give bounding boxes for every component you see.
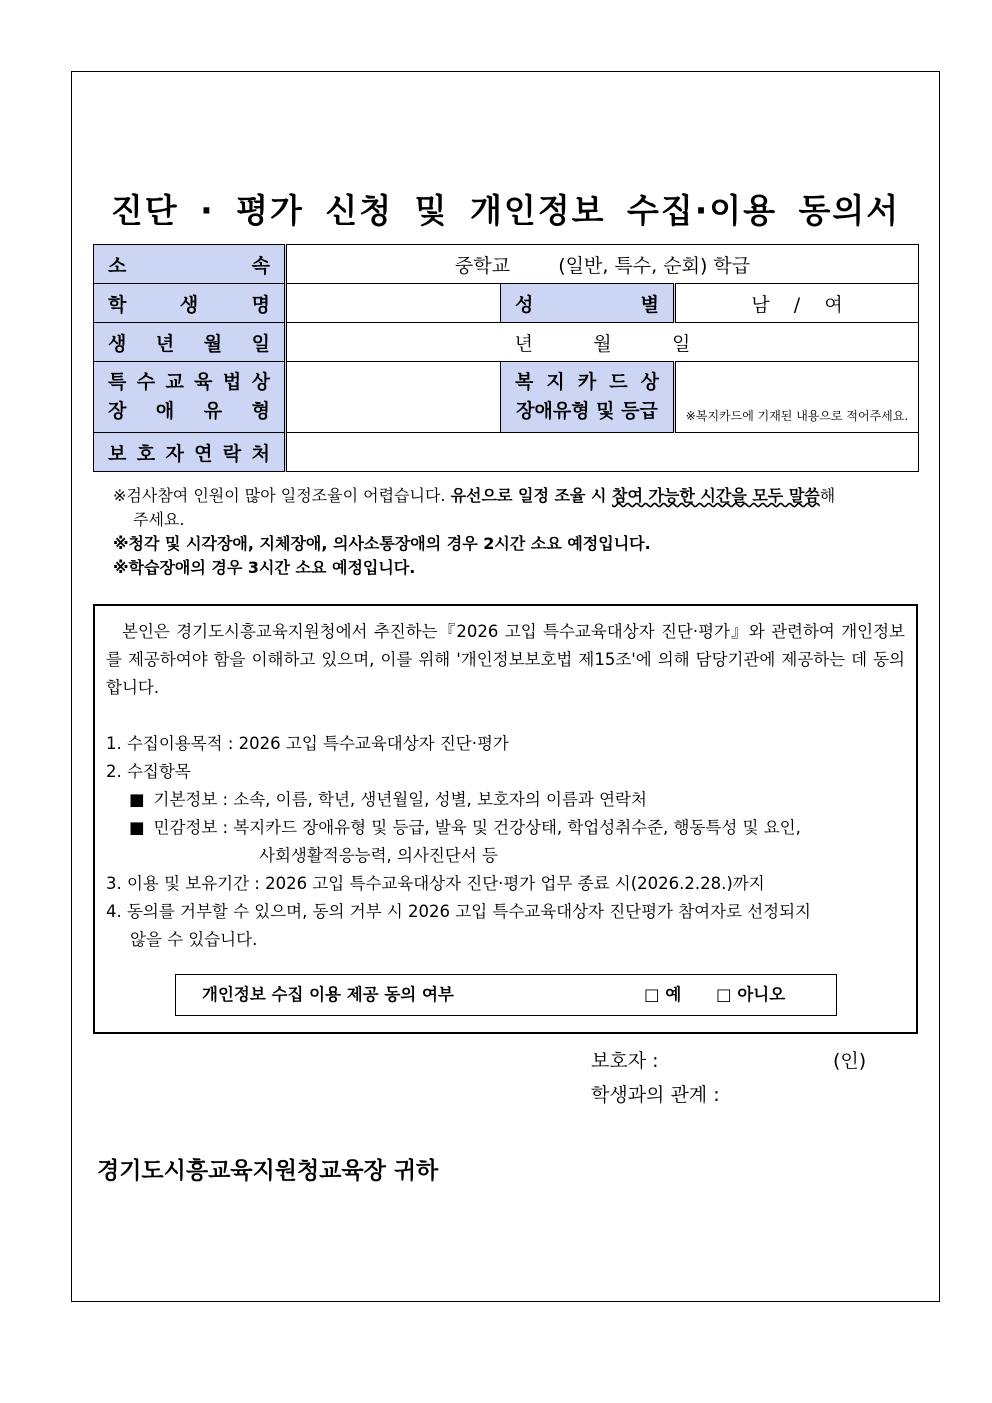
birth-label-char-3: 월 [203, 332, 223, 355]
relation-label: 학생과의 관계 : [591, 1084, 720, 1106]
birth-label-char-1: 생 [108, 332, 127, 355]
applicant-info-table [93, 244, 919, 472]
welfare-char-4: 드 [609, 371, 628, 393]
birth-field[interactable]: 년 월 일 [286, 323, 919, 362]
affiliation-label [94, 245, 286, 284]
gender-label [501, 284, 675, 323]
birth-label-text [94, 329, 284, 356]
guardian-contact-label-text [94, 439, 284, 466]
special-ed-char-4: 육 [194, 371, 213, 393]
welfare-note: ※복지카드에 기재된 내용으로 적어주세요. [685, 408, 909, 423]
guardian-contact-char-2: 호 [136, 442, 156, 465]
consent-item-2-basic [106, 786, 905, 814]
welfare-label-line-2: 장애유형 및 등급 [516, 400, 658, 422]
student-name-label-char-1: 학 [108, 293, 127, 316]
welfare-char-5: 상 [640, 371, 659, 393]
consent-item-2: 2. 수집항목 [106, 762, 191, 781]
consent-item-2-sensitive-text: 민감정보 : 복지카드 장애유형 및 등급, 발육 및 건강상태, 학업성취수준, 행동특성 및 요인, [153, 818, 801, 837]
consent-intro: 본인은 경기도시흥교육지원청에서 추진하는『2026 고입 특수교육대상자 진단·평가』와 관련하여 개인정보를 제공하여야 함을 이해하고 있으며, 이를 위해 '개인정보보호법 제15조'에 의해 담당기관에 제공하는 데 동의합니다. [106, 622, 905, 697]
special-ed-char-10: 형 [251, 400, 270, 422]
note-2: ※청각 및 시각장애, 지체장애, 의사소통장애의 경우 2시간 소요 예정입니다. [113, 534, 651, 553]
schedule-notes [113, 484, 938, 580]
student-name-label [94, 284, 286, 323]
special-ed-char-6: 상 [251, 371, 270, 393]
guardian-contact-char-4: 연 [194, 442, 213, 465]
welfare-label [501, 362, 675, 433]
note-1-part-b: 유선으로 일정 조율 시 [450, 486, 612, 505]
consent-item-2-sensitive-continued: 사회생활적응능력, 의사진단서 등 [259, 846, 498, 865]
bullet-square-icon: ■ [129, 818, 145, 837]
consent-item-4-continued: 않을 수 있습니다. [130, 930, 258, 949]
affiliation-label-text [94, 251, 284, 278]
note-1-part-d: 해 [819, 486, 836, 505]
special-ed-field[interactable] [286, 362, 501, 433]
special-ed-char-5: 법 [222, 371, 242, 393]
student-name-field[interactable] [286, 284, 501, 323]
addressee: 경기도시흥교육지원청교육장 귀하 [97, 1158, 439, 1184]
special-ed-label [94, 362, 286, 433]
consent-item-1: 1. 수집이용목적 : 2026 고입 특수교육대상자 진단·평가 [106, 734, 509, 753]
affiliation-label-char-1: 소 [108, 254, 127, 277]
welfare-field[interactable] [675, 362, 919, 433]
agree-yes-checkbox[interactable]: □ 예 [644, 985, 682, 1004]
note-1-continued: 주세요. [133, 510, 185, 529]
consent-item-2-sensitive [106, 814, 905, 842]
affiliation-label-char-2: 속 [251, 254, 270, 277]
guardian-contact-char-6: 처 [251, 442, 270, 465]
welfare-label-line-1 [501, 368, 673, 397]
page-title: 진단 · 평가 신청 및 개인정보 수집·이용 동의서 [110, 191, 901, 230]
consent-item-3: 3. 이용 및 보유기간 : 2026 고입 특수교육대상자 진단·평가 업무 종료 시(2026.2.28.)까지 [106, 874, 765, 893]
welfare-char-1: 복 [515, 371, 534, 393]
special-ed-char-8: 애 [155, 400, 175, 422]
gender-field[interactable]: 남 / 여 [675, 284, 919, 323]
welfare-char-2: 지 [546, 371, 565, 393]
gender-label-char-1: 성 [515, 293, 534, 316]
guardian-contact-field[interactable] [286, 433, 919, 472]
guardian-contact-char-3: 자 [165, 442, 184, 465]
agree-question: 개인정보 수집 이용 제공 동의 여부 [202, 985, 454, 1004]
consent-item-2-basic-text: 기본정보 : 소속, 이름, 학년, 생년월일, 성별, 보호자의 이름과 연락처 [153, 790, 647, 809]
birth-label-char-2: 년 [155, 332, 175, 355]
affiliation-field[interactable]: 중학교 (일반, 특수, 순회) 학급 [286, 245, 919, 284]
birth-label-char-4: 일 [251, 332, 270, 355]
note-3: ※학습장애의 경우 3시간 소요 예정입니다. [113, 558, 416, 577]
student-name-label-char-2: 생 [179, 293, 199, 316]
note-1-part-a: ※검사참여 인원이 많아 일정조율이 어렵습니다. [113, 486, 451, 505]
student-name-label-char-3: 명 [251, 293, 270, 316]
special-ed-label-line-2 [94, 397, 284, 426]
special-ed-char-2: 수 [136, 371, 156, 393]
special-ed-char-9: 유 [203, 400, 223, 422]
note-1-part-c: 참여 가능한 시간을 모두 말씀 [611, 486, 820, 505]
special-ed-char-3: 교 [165, 371, 184, 393]
welfare-char-3: 카 [577, 371, 597, 393]
guardian-contact-char-5: 락 [222, 442, 242, 465]
special-ed-char-1: 특 [108, 371, 127, 393]
agree-no-checkbox[interactable]: □ 아니오 [716, 985, 786, 1004]
consent-agree-box [175, 974, 837, 1016]
birth-label [94, 323, 286, 362]
special-ed-label-line-1 [94, 368, 284, 397]
special-ed-char-7: 장 [108, 400, 127, 422]
guardian-contact-label [94, 433, 286, 472]
note-1 [113, 484, 938, 508]
guardian-contact-char-1: 보 [108, 442, 127, 465]
consent-spacer [106, 702, 905, 730]
seal-label: (인) [833, 1050, 867, 1072]
consent-item-4: 4. 동의를 거부할 수 있으며, 동의 거부 시 2026 고입 특수교육대상자 진단평가 참여자로 선정되지 [106, 902, 811, 921]
bullet-square-icon: ■ [129, 790, 145, 809]
consent-box [93, 604, 918, 1034]
student-name-label-text [94, 290, 284, 317]
gender-label-text [501, 290, 673, 317]
gender-label-char-2: 별 [640, 293, 659, 316]
guardian-signature-label: 보호자 : [591, 1050, 659, 1072]
